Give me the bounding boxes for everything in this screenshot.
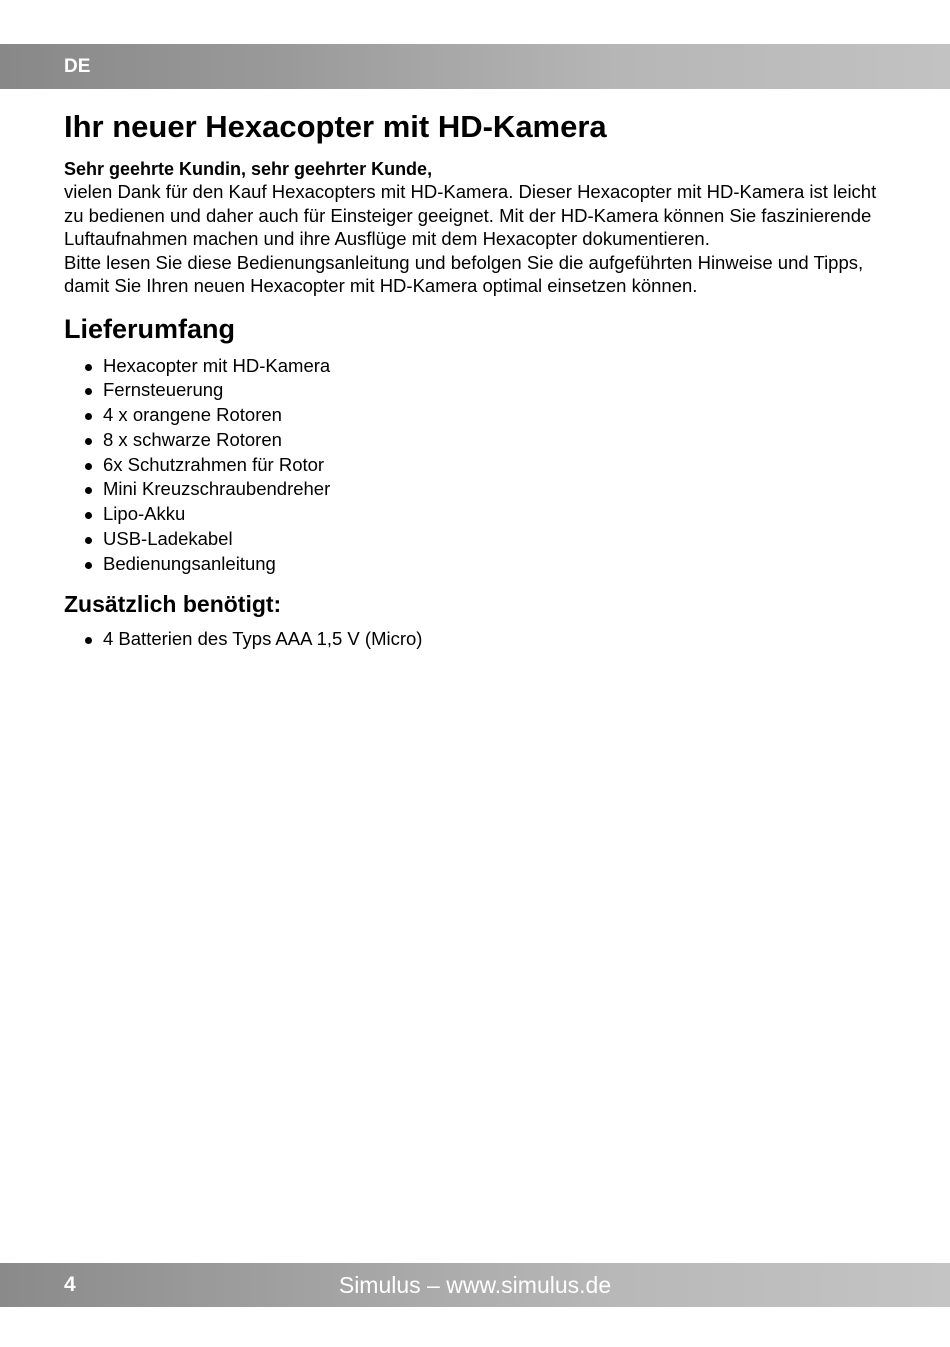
scope-of-delivery-heading: Lieferumfang — [64, 313, 236, 344]
additionally-required-list — [64, 627, 894, 652]
additionally-required-heading: Zusätzlich benötigt: — [64, 590, 282, 617]
salutation: Sehr geehrte Kundin, sehr geehrter Kunde, — [64, 159, 433, 179]
list-item: Mini Kreuzschraubendreher — [64, 477, 894, 502]
language-label: DE — [64, 56, 91, 77]
footer-website-text: Simulus – www.simulus.de — [338, 1272, 612, 1298]
instructions-paragraph: Bitte lesen Sie diese Bedienungsanleitung und befolgen Sie die aufgeführten Hinweise und Tipps, damit Sie Ihren neuen Hexacopter mit HD-Kamera optimal einsetzen können. — [64, 251, 864, 296]
list-item: 4 x orangene Rotoren — [64, 403, 894, 428]
list-item: Hexacopter mit HD-Kamera — [64, 354, 894, 379]
main-content — [64, 108, 894, 651]
header-bar — [0, 44, 950, 89]
list-item: 6x Schutzrahmen für Rotor — [64, 453, 894, 478]
list-item: USB-Ladekabel — [64, 527, 894, 552]
list-item: 4 Batterien des Typs AAA 1,5 V (Micro) — [64, 627, 894, 652]
page-number: 4 — [64, 1273, 76, 1296]
list-item: Fernsteuerung — [64, 378, 894, 403]
footer-bar — [0, 1263, 950, 1307]
list-item: 8 x schwarze Rotoren — [64, 428, 894, 453]
list-item: Bedienungsanleitung — [64, 552, 894, 577]
page-title: Ihr neuer Hexacopter mit HD-Kamera — [64, 109, 607, 144]
list-item: Lipo-Akku — [64, 502, 894, 527]
scope-of-delivery-list — [64, 354, 894, 577]
intro-paragraph: vielen Dank für den Kauf Hexacopters mit HD-Kamera. Dieser Hexacopter mit HD-Kamera ist leicht zu bedienen und daher auch für Einsteiger geeignet. Mit der HD-Kamera können Sie faszinierende Luftaufnahmen machen und ihre Ausflüge mit dem Hexacopter dokumentieren. — [64, 181, 877, 249]
